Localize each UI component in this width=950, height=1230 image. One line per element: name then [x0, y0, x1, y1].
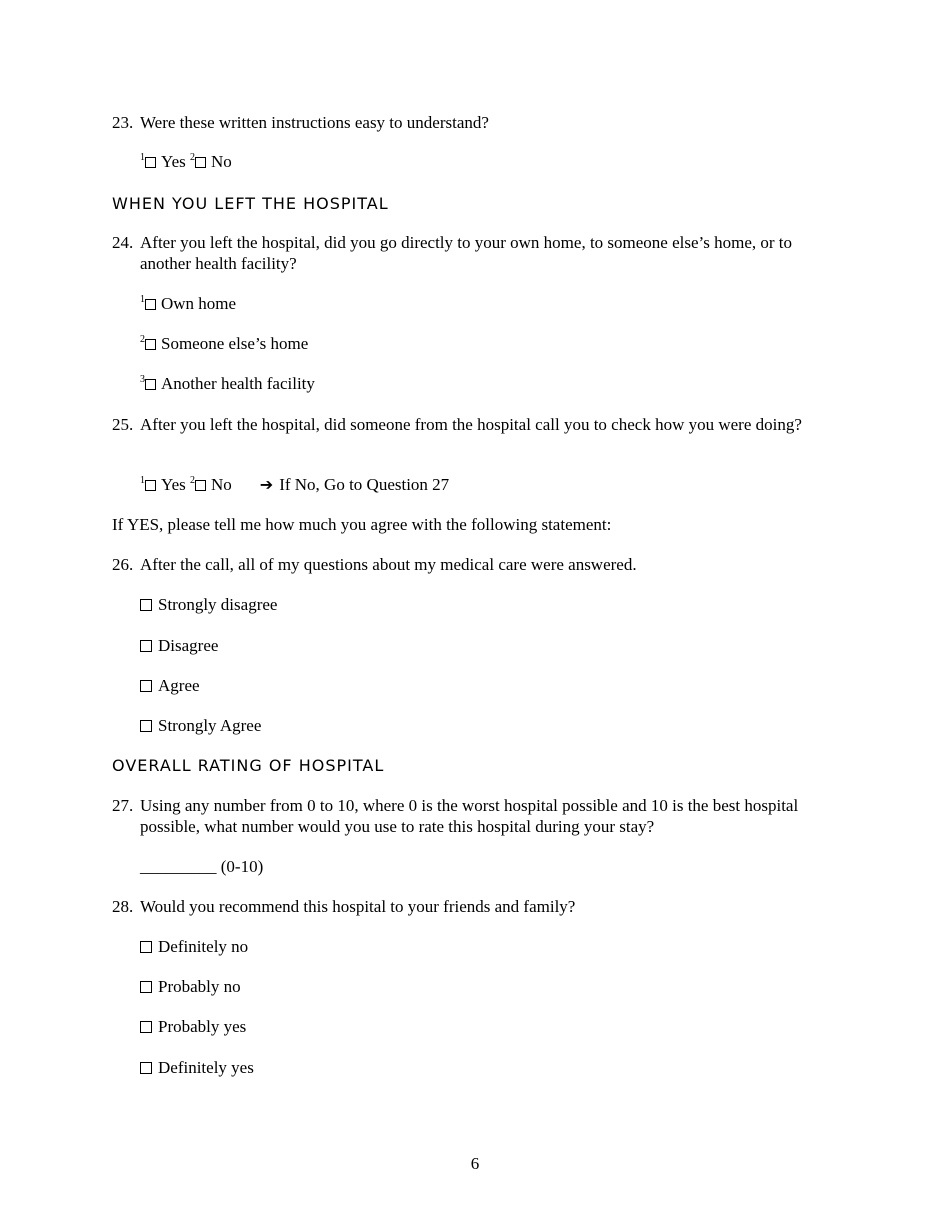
question-text: Would you recommend this hospital to your friends and family? [140, 897, 576, 916]
checkbox-definitely-yes[interactable] [140, 1062, 152, 1074]
question-number: 26. [112, 555, 134, 574]
rating-answer-row [140, 856, 263, 877]
option-code: 2 [140, 334, 145, 345]
checkbox-agree[interactable] [140, 680, 152, 692]
checkbox-disagree[interactable] [140, 640, 152, 652]
page-number: 6 [470, 1154, 480, 1173]
answer-option [140, 976, 241, 997]
question-text: After the call, all of my questions about my medical care were answered. [140, 555, 637, 574]
rating-range: (0-10) [220, 857, 264, 876]
option-label: Yes [161, 152, 186, 171]
skip-instruction: If No, Go to Question 27 [279, 475, 450, 494]
option-label: Definitely yes [158, 1058, 254, 1077]
option-label: Someone else’s home [161, 334, 309, 353]
section-heading: WHEN YOU LEFT THE HOSPITAL [112, 194, 389, 213]
option-label: No [211, 152, 232, 171]
question-text: Were these written instructions easy to understand? [140, 113, 489, 132]
option-code: 3 [140, 374, 145, 385]
option-code: 1 [140, 294, 145, 305]
option-label: Yes [161, 475, 186, 494]
rating-blank-field[interactable]: _________ [140, 857, 217, 876]
option-code: 2 [190, 152, 195, 163]
answer-option [140, 635, 218, 656]
section-heading: OVERALL RATING OF HOSPITAL [112, 756, 385, 775]
checkbox-own-home[interactable] [145, 299, 156, 310]
question-text: Using any number from 0 to 10, where 0 is the worst hospital possible and 10 is the best hospital possible, what number would you use to rate this hospital during your stay? [140, 796, 799, 836]
checkbox-strongly-agree[interactable] [140, 720, 152, 732]
followup-instruction: If YES, please tell me how much you agree with the following statement: [112, 515, 612, 534]
answer-option [140, 373, 315, 394]
question-number: 24. [112, 233, 134, 252]
option-label: Probably yes [158, 1017, 247, 1036]
checkbox-no[interactable] [195, 157, 206, 168]
option-label: Strongly Agree [158, 716, 262, 735]
option-label: No [211, 475, 232, 494]
question-number: 25. [112, 415, 134, 434]
answer-option [140, 936, 248, 957]
checkbox-probably-yes[interactable] [140, 1021, 152, 1033]
option-code: 1 [140, 475, 145, 486]
option-label: Own home [161, 294, 237, 313]
option-code: 2 [190, 475, 195, 486]
option-label: Disagree [158, 636, 219, 655]
checkbox-someone-else-home[interactable] [145, 339, 156, 350]
answer-option [140, 1057, 254, 1078]
option-label: Agree [158, 676, 200, 695]
question-text: After you left the hospital, did someone from the hospital call you to check how you were doing? [140, 415, 802, 434]
option-label: Probably no [158, 977, 241, 996]
option-label: Another health facility [161, 374, 315, 393]
checkbox-no[interactable] [195, 480, 206, 491]
checkbox-probably-no[interactable] [140, 981, 152, 993]
option-label: Definitely no [158, 937, 249, 956]
option-code: 1 [140, 152, 145, 163]
answer-option [140, 1016, 246, 1037]
option-label: Strongly disagree [158, 595, 278, 614]
answer-option [140, 675, 200, 696]
question-number: 28. [112, 897, 134, 916]
checkbox-yes[interactable] [145, 480, 156, 491]
checkbox-definitely-no[interactable] [140, 941, 152, 953]
question-text: After you left the hospital, did you go directly to your own home, to someone else’s home, or to another health facility? [140, 233, 793, 273]
arrow-right-icon: ➔ [259, 475, 274, 494]
checkbox-strongly-disagree[interactable] [140, 599, 152, 611]
question-number: 27. [112, 796, 134, 815]
answer-option [140, 715, 261, 736]
checkbox-health-facility[interactable] [145, 379, 156, 390]
answer-options-row [140, 474, 449, 495]
answer-option [140, 293, 236, 314]
question-number: 23. [112, 113, 134, 132]
answer-option [140, 594, 277, 615]
answer-option [140, 333, 308, 354]
checkbox-yes[interactable] [145, 157, 156, 168]
answer-options-row [140, 151, 232, 172]
